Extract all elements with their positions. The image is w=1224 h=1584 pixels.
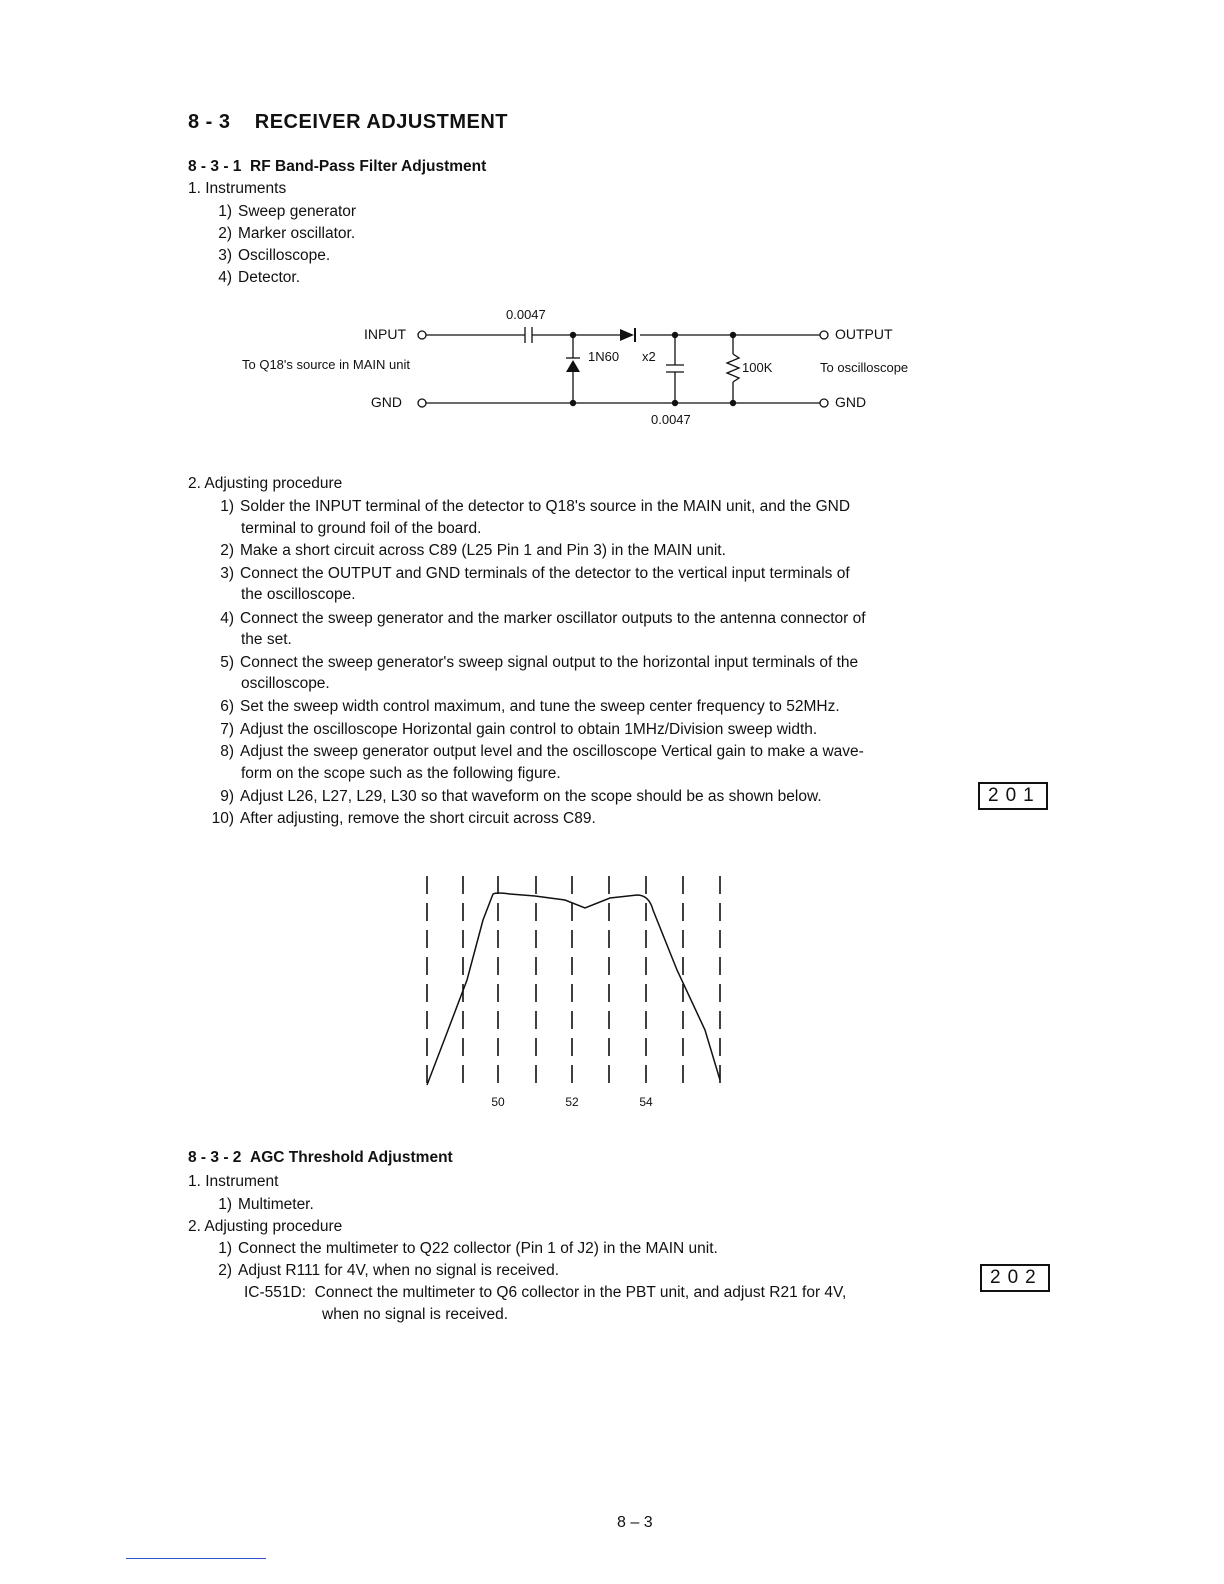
instrument-heading: 1. Instrument [188, 1173, 279, 1190]
input-terminal [418, 331, 426, 339]
instrument-item [210, 267, 300, 289]
step-number: 1) [218, 1240, 232, 1257]
step-number: 5) [220, 654, 234, 671]
step-item [204, 496, 850, 518]
step-item [210, 1238, 718, 1260]
step-text: Adjust the oscilloscope Horizontal gain control to obtain 1MHz/Division sweep width. [240, 721, 818, 738]
gnd-right-label: GND [835, 394, 867, 410]
step-text: Connect the multimeter to Q22 collector (Pin 1 of J2) in the MAIN unit. [238, 1240, 718, 1257]
item-text: Detector. [238, 269, 301, 286]
step-text: Adjust L26, L27, L29, L30 so that waveform on the scope should be as shown below. [240, 788, 822, 805]
procedure-heading-2: 2. Adjusting procedure [188, 1218, 343, 1235]
step-item [204, 608, 866, 630]
item-number: 2) [218, 225, 232, 242]
diode-count-label: x2 [642, 349, 656, 364]
step-item [204, 540, 726, 562]
resistor-100k [727, 354, 739, 382]
step-item [204, 719, 817, 741]
footer-divider [126, 1558, 266, 1559]
step-text: Connect the OUTPUT and GND terminals of the detector to the vertical input terminals of [240, 565, 850, 582]
step-text: Set the sweep width control maximum, and tune the sweep center frequency to 52MHz. [240, 698, 840, 715]
cap-top-value: 0.0047 [506, 307, 546, 322]
scope-note: To oscilloscope [820, 360, 909, 375]
x-label-54: 54 [639, 1095, 653, 1109]
subsection-1-title: RF Band-Pass Filter Adjustment [250, 158, 487, 175]
source-note: To Q18's source in MAIN unit [242, 357, 410, 372]
waveform-figure [415, 870, 735, 1115]
subsection-1-heading [188, 158, 486, 176]
step-item [210, 1260, 559, 1282]
note-label: IC-551D: [244, 1284, 307, 1301]
item-number: 1) [218, 203, 232, 220]
step-number: 1) [220, 498, 234, 515]
step-number: 3) [220, 565, 234, 582]
series-diode-symbol [620, 329, 634, 341]
note-text-cont: when no signal is received. [322, 1306, 509, 1323]
cap-bottom-value: 0.0047 [651, 412, 691, 427]
section-heading [188, 111, 508, 134]
step-text: After adjusting, remove the short circuit across C89. [240, 810, 596, 827]
step-item [204, 786, 822, 808]
step-number: 6) [220, 698, 234, 715]
instrument-item [210, 201, 356, 223]
output-label: OUTPUT [835, 326, 893, 342]
item-text: Oscilloscope. [238, 247, 331, 264]
item-number: 3) [218, 247, 232, 264]
input-label: INPUT [364, 326, 406, 342]
diode-label: 1N60 [588, 349, 620, 364]
subsection-1-number: 8 - 3 - 1 [188, 158, 242, 175]
step-text-cont: the set. [241, 631, 292, 648]
step-number: 2) [218, 1262, 232, 1279]
reference-box-201: 201 [978, 782, 1048, 810]
subsection-2-heading [188, 1149, 453, 1167]
step-text-cont: oscilloscope. [241, 675, 330, 692]
step-item [204, 563, 850, 585]
gnd-right-terminal [820, 399, 828, 407]
ic-551d-note [244, 1282, 846, 1304]
instruments-heading: 1. Instruments [188, 180, 287, 197]
step-text-cont: form on the scope such as the following figure. [241, 765, 561, 782]
reference-box-202: 202 [980, 1264, 1050, 1292]
x-label-52: 52 [565, 1095, 579, 1109]
item-text: Multimeter. [238, 1196, 314, 1213]
step-text-cont: terminal to ground foil of the board. [241, 520, 482, 537]
step-text-cont: the oscilloscope. [241, 586, 356, 603]
section-title: RECEIVER ADJUSTMENT [254, 111, 508, 133]
section-number: 8 - 3 [188, 111, 231, 133]
item-number: 1) [218, 1196, 232, 1213]
gnd-left-terminal [418, 399, 426, 407]
step-number: 8) [220, 743, 234, 760]
bandpass-response-curve [427, 893, 720, 1085]
step-text: Connect the sweep generator's sweep signal output to the horizontal input terminals of the [240, 654, 859, 671]
step-text: Make a short circuit across C89 (L25 Pin 1 and Pin 3) in the MAIN unit. [240, 542, 726, 559]
step-number: 2) [220, 542, 234, 559]
instrument-item [210, 223, 355, 245]
note-text: Connect the multimeter to Q6 collector in the PBT unit, and adjust R21 for 4V, [314, 1284, 847, 1301]
step-number: 7) [220, 721, 234, 738]
step-item [204, 808, 596, 830]
x-label-50: 50 [491, 1095, 505, 1109]
step-number: 4) [220, 610, 234, 627]
step-item [204, 741, 864, 763]
page-number: 8 – 3 [617, 1514, 653, 1531]
item-number: 4) [218, 269, 232, 286]
step-text: Adjust R111 for 4V, when no signal is received. [238, 1262, 560, 1279]
instrument-item [210, 1194, 314, 1216]
step-text: Connect the sweep generator and the marker oscillator outputs to the antenna connector of [240, 610, 866, 627]
step-item [204, 652, 858, 674]
instrument-item [210, 245, 330, 267]
procedure-heading: 2. Adjusting procedure [188, 475, 343, 492]
step-text: Adjust the sweep generator output level and the oscilloscope Vertical gain to make a wave- [240, 743, 864, 760]
item-text: Sweep generator [238, 203, 357, 220]
step-number: 10) [211, 810, 234, 827]
gnd-left-label: GND [370, 394, 402, 410]
step-number: 9) [220, 788, 234, 805]
subsection-2-title: AGC Threshold Adjustment [250, 1149, 453, 1166]
item-text: Marker oscillator. [238, 225, 356, 242]
step-item [204, 696, 840, 718]
resistor-label: 100K [742, 360, 773, 375]
step-text: Solder the INPUT terminal of the detector to Q18's source in the MAIN unit, and the GND [240, 498, 851, 515]
output-terminal [820, 331, 828, 339]
detector-circuit-diagram [230, 300, 950, 440]
shunt-diode-symbol [566, 360, 580, 372]
subsection-2-number: 8 - 3 - 2 [188, 1149, 242, 1166]
